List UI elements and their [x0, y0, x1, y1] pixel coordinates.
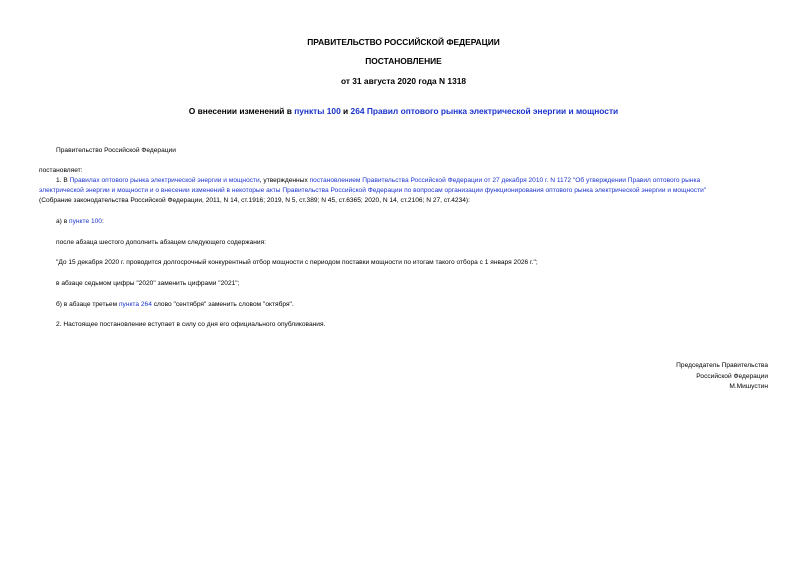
title-and: и: [340, 106, 351, 116]
item-a-link[interactable]: пункте 100: [69, 218, 102, 225]
item1-line1: [56, 176, 700, 186]
signature-name: М.Мишустин: [729, 383, 768, 390]
item2: 2. Настоящее постановление вступает в силу со дня его официального опубликования.: [56, 321, 326, 328]
item-b: [56, 300, 294, 310]
item1-mid: , утвержденных: [259, 177, 310, 184]
title-link-rules[interactable]: 264 Правил оптового рынка электрической энергии и мощности: [350, 106, 619, 116]
header-doc-type: ПОСТАНОВЛЕНИЕ: [365, 56, 442, 66]
item1-link-decree[interactable]: постановлением Правительства Российской Федерации от 27 декабря 2010 г. N 1172 "Об утверждении Правил оптового рынка: [309, 177, 701, 184]
quoted-paragraph: "До 15 декабря 2020 г. проводится долгосрочный конкурентный отбор мощности с периодом поставки мощности по итогам такого отбора с 1 января 2026 г.";: [56, 259, 538, 266]
after-sixth-paragraph: после абзаца шестого дополнить абзацем следующего содержания:: [56, 239, 266, 246]
title-link-points[interactable]: пункты 100: [294, 106, 341, 116]
decrees-line: постановляет:: [39, 167, 83, 174]
header-org: ПРАВИТЕЛЬСТВО РОССИЙСКОЙ ФЕДЕРАЦИИ: [307, 37, 500, 47]
item-a-lead: а) в: [56, 218, 70, 225]
seventh-paragraph: в абзаце седьмом цифры "2020" заменить цифрами "2021";: [56, 280, 240, 287]
item1-lead: 1. В: [56, 177, 70, 184]
item-b-tail: слово "сентября" заменить словом "октября".: [151, 301, 294, 308]
title-prefix: О внесении изменений в: [188, 106, 295, 116]
item-b-link[interactable]: пункта 264: [118, 301, 152, 308]
signature-line2: Российской Федерации: [696, 373, 768, 380]
item1-line2: [39, 186, 706, 196]
header-date-number: от 31 августа 2020 года N 1318: [340, 76, 467, 86]
item1-link-decree-cont[interactable]: электрической энергии и мощности и о внесении изменений в некоторые акты Правительства Российской Федерации по вопросам организации функционирования оптового рынка электрической энергии и мощности": [39, 187, 707, 194]
signature-line1: Председатель Правительства: [676, 362, 768, 369]
item1-line3: (Собрание законодательства Российской Федерации, 2011, N 14, ст.1916; 2019, N 5, ст.389; N 45, ст.6365; 2020, N 14, ст.2106; N 27, ст.4234):: [39, 197, 470, 204]
government-line: Правительство Российской Федерации: [56, 147, 176, 154]
document-title: [0, 106, 807, 116]
item-a-tail: :: [101, 218, 104, 225]
item-a: [56, 217, 104, 227]
item1-link-rules[interactable]: Правилах оптового рынка электрической энергии и мощности: [69, 177, 260, 184]
item-b-lead: б) в абзаце третьем: [56, 301, 119, 308]
